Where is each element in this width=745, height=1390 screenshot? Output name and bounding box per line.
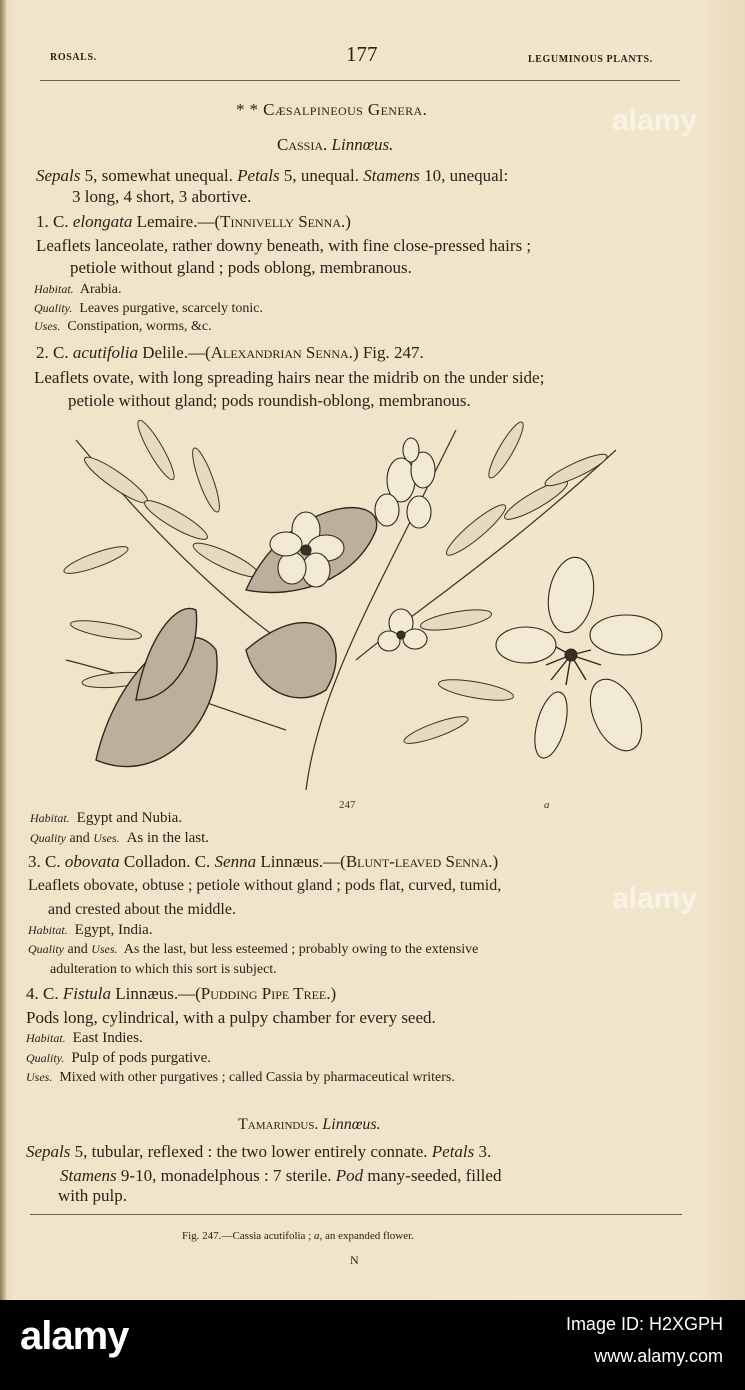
- quality-label: Quality.: [26, 1051, 65, 1065]
- term-sepals: Sepals: [26, 1142, 71, 1161]
- species-authority: Delile.—(: [138, 343, 211, 362]
- habitat-label: Habitat.: [26, 1031, 66, 1045]
- habitat-label: Habitat.: [28, 923, 68, 937]
- species-4-habitat: [26, 1030, 143, 1047]
- species-1-uses: [34, 319, 212, 335]
- species-close: ): [345, 212, 351, 231]
- quality-value: Leaves purgative, scarcely tonic.: [79, 301, 263, 316]
- species-2-habitat: [30, 810, 182, 827]
- quality-label: Quality.: [34, 301, 73, 315]
- habitat-value: Arabia.: [79, 282, 122, 297]
- species-4-desc: Pods long, cylindrical, with a pulpy chamber for every seed.: [26, 1008, 436, 1027]
- cassia-acutifolia-engraving: [56, 410, 666, 810]
- species-epithet: obovata: [64, 852, 120, 871]
- tamarindus-characters-line1: [26, 1142, 491, 1162]
- signature-mark: N: [350, 1253, 359, 1267]
- species-2-desc-line1: Leaflets ovate, with long spreading hairs near the midrib on the under side;: [34, 368, 545, 387]
- tamarindus-characters-line3: with pulp.: [58, 1186, 127, 1205]
- caption-text: Cassia acutifolia ;: [232, 1230, 314, 1242]
- species-close: ): [330, 984, 337, 1003]
- species-1-habitat: [34, 282, 122, 298]
- species-authority: Linnæus.—(: [111, 984, 201, 1003]
- species-2-desc-line2: petiole without gland; pods roundish-oblong, membranous.: [68, 391, 471, 410]
- petals-text: 3.: [474, 1142, 492, 1161]
- species-number: 2. C.: [36, 343, 73, 362]
- species-3-desc-line2: and crested about the middle.: [48, 901, 236, 918]
- term-stamens: Stamens: [60, 1166, 117, 1185]
- watermark-bottom: alamy: [612, 882, 698, 915]
- tamarindus-characters-line2: [60, 1166, 501, 1186]
- caption-a: a: [314, 1230, 320, 1242]
- habitat-label: Habitat.: [34, 282, 74, 296]
- species-close: ): [492, 852, 499, 871]
- genus-characters-line2: 3 long, 4 short, 3 abortive.: [72, 187, 252, 206]
- habitat-value: Egypt, India.: [74, 922, 153, 938]
- expanded-flower-a: [496, 554, 662, 762]
- caption-rest: , an expanded flower.: [319, 1230, 414, 1242]
- genus-heading-cassia: [277, 135, 393, 155]
- quality-uses-value: As in the last.: [126, 830, 210, 846]
- term-pod: Pod: [335, 1166, 364, 1185]
- stock-site-url: www.alamy.com: [594, 1346, 723, 1366]
- habitat-label: Habitat.: [30, 811, 70, 825]
- header-rule: [40, 80, 680, 81]
- stamens-text: 9-10, monadelphous : 7 sterile.: [116, 1166, 336, 1185]
- and-text: and: [66, 831, 94, 846]
- running-head-right: LEGUMINOUS PLANTS.: [528, 54, 653, 65]
- species-1-quality: [34, 301, 263, 317]
- uses-label: Uses.: [26, 1070, 53, 1084]
- species-3-quality-uses-line2: adulteration to which this sort is subject.: [50, 962, 277, 977]
- page-binding-edge: [0, 0, 6, 1300]
- species-1-desc-line1: Leaflets lanceolate, rather downy beneath, with fine close-pressed hairs ;: [36, 236, 532, 255]
- sepals-text: 5, somewhat unequal.: [80, 166, 238, 185]
- quality-value: Pulp of pods purgative.: [71, 1050, 212, 1066]
- species-close: ) Fig. 247.: [352, 343, 424, 362]
- species-common-name: Alexandrian Senna.: [210, 343, 353, 362]
- species-common-name: Tinnivelly Senna.: [220, 212, 346, 231]
- species-authority: Lemaire.—(: [132, 212, 221, 231]
- species-1-heading: [36, 212, 351, 232]
- habitat-value: Egypt and Nubia.: [76, 810, 183, 826]
- species-3-desc-line1: Leaflets obovate, obtuse ; petiole without gland ; pods flat, curved, tumid,: [28, 877, 502, 894]
- flower-small: [378, 609, 427, 651]
- habitat-value: East Indies.: [72, 1030, 143, 1046]
- genus-name: Cassia.: [277, 135, 328, 154]
- uses-label: Uses.: [91, 942, 118, 956]
- seed-pod-middle: [246, 623, 336, 698]
- species-4-heading: [26, 984, 336, 1004]
- species-1-desc-line2: petiole without gland ; pods oblong, membranous.: [70, 258, 412, 277]
- uses-value: Mixed with other purgatives ; called Cassia by pharmaceutical writers.: [59, 1070, 455, 1085]
- species-epithet: Fistula: [62, 984, 112, 1003]
- quality-label: Quality: [30, 831, 66, 845]
- quality-label: Quality: [28, 942, 64, 956]
- species-common-name: Blunt-leaved Senna.: [345, 852, 493, 871]
- petals-text: 5, unequal.: [279, 166, 364, 185]
- genus-authority: Linnœus.: [331, 135, 394, 154]
- species-4-uses: [26, 1070, 455, 1086]
- figure-label-a: a: [544, 799, 550, 810]
- species-epithet: elongata: [72, 212, 133, 231]
- uses-label: Uses.: [34, 319, 61, 333]
- flower-bud-cluster: [375, 438, 435, 528]
- term-petals: Petals: [237, 166, 280, 185]
- term-sepals: Sepals: [36, 166, 81, 185]
- term-stamens: Stamens: [363, 166, 420, 185]
- species-4-quality: [26, 1050, 211, 1067]
- uses-label: Uses.: [93, 831, 120, 845]
- pod-text: many-seeded, filled: [363, 1166, 502, 1185]
- term-petals: Petals: [431, 1142, 475, 1161]
- genus-heading-tamarindus: [238, 1116, 381, 1134]
- quality-uses-value: As the last, but less esteemed ; probably owing to the extensive: [123, 942, 479, 957]
- species-3-habitat: [28, 922, 153, 939]
- species-authority-2: Linnæus.—(: [256, 852, 346, 871]
- species-authority: Colladon. C.: [119, 852, 215, 871]
- species-epithet: acutifolia: [72, 343, 139, 362]
- species-3-quality-uses: [28, 942, 478, 958]
- species-number: 3. C.: [28, 852, 65, 871]
- and-text: and: [64, 942, 92, 957]
- species-epithet-2: Senna: [214, 852, 257, 871]
- section-title: * * Cæsalpineous Genera.: [236, 100, 428, 119]
- species-number: 4. C.: [26, 984, 63, 1003]
- species-2-quality-uses: [30, 830, 209, 847]
- watermark-top: alamy: [612, 104, 698, 137]
- species-number: 1. C.: [36, 212, 73, 231]
- sepals-text: 5, tubular, reflexed : the two lower entirely connate.: [70, 1142, 432, 1161]
- stock-brand-logo: alamy: [20, 1314, 129, 1358]
- caption-fig: Fig. 247.—: [182, 1230, 233, 1242]
- genus-characters-line1: [36, 166, 508, 186]
- stock-footer-bar: [0, 1300, 745, 1390]
- stock-image-id: Image ID: H2XGPH: [565, 1314, 723, 1334]
- species-2-heading: [36, 343, 424, 363]
- species-3-heading: [28, 852, 498, 872]
- figure-label-247: 247: [339, 799, 356, 810]
- genus-name: Tamarindus.: [238, 1116, 319, 1133]
- footer-rule: [30, 1214, 682, 1215]
- figure-caption: [182, 1230, 414, 1242]
- page-number: 177: [346, 42, 378, 66]
- stamens-text: 10, unequal:: [419, 166, 509, 185]
- uses-value: Constipation, worms, &c.: [67, 319, 212, 334]
- running-head-left: ROSALS.: [50, 52, 97, 63]
- genus-authority: Linnœus.: [322, 1116, 381, 1133]
- species-common-name: Pudding Pipe Tree.: [200, 984, 331, 1003]
